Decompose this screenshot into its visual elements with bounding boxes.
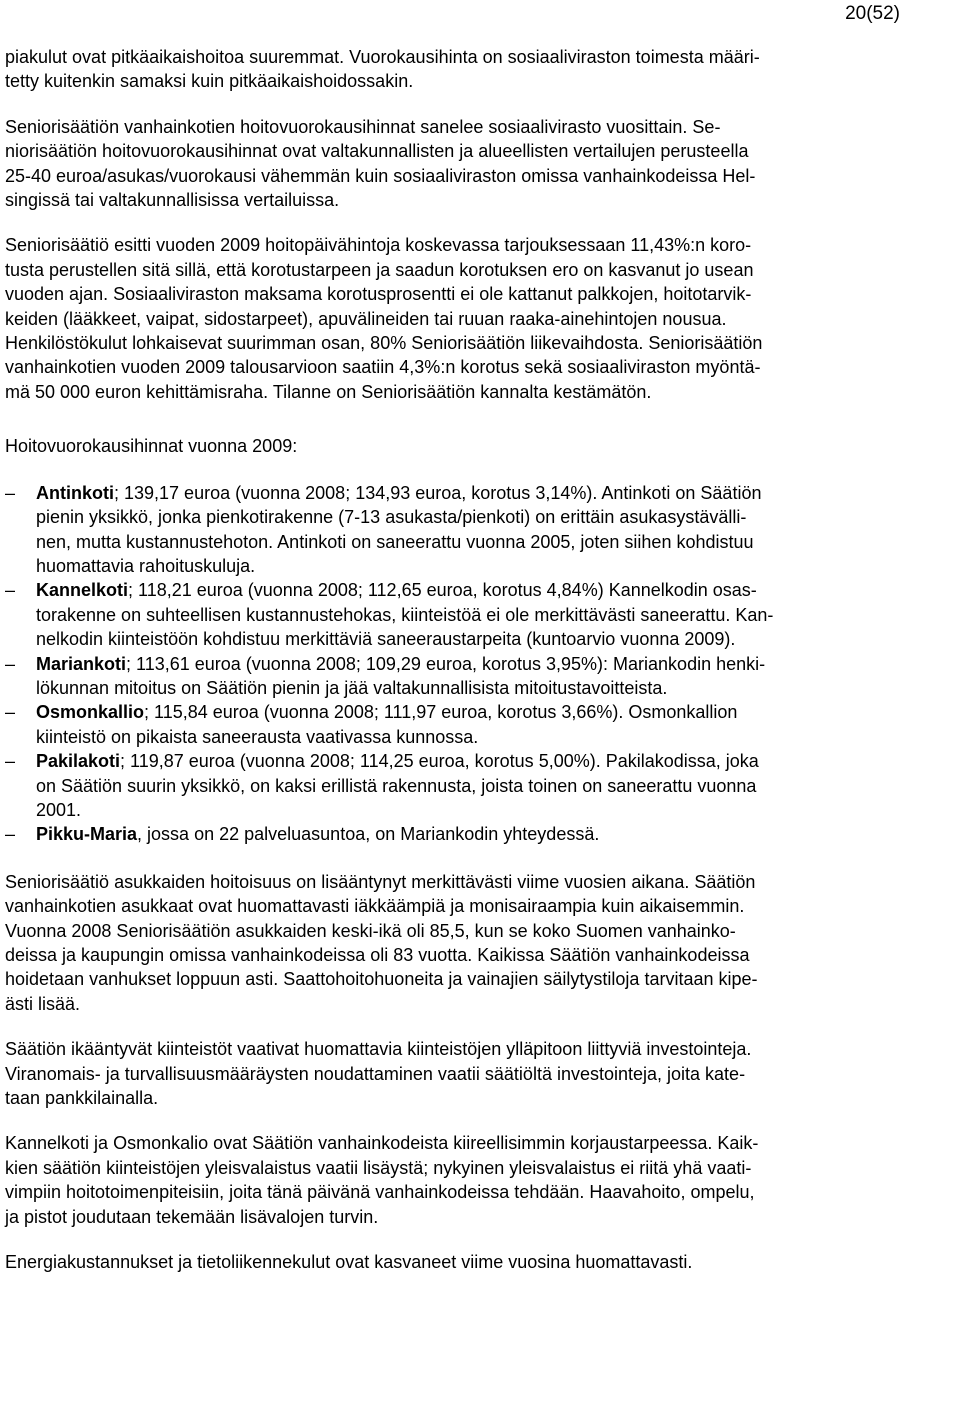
text-line: Seniorisäätiö esitti vuoden 2009 hoitopäivähintoja koskevassa tarjouksessaan 11,43%:n koro-	[5, 235, 752, 256]
text-line: Viranomais- ja turvallisuusmääräysten noudattaminen vaatii säätiöltä investointeja, joita kate-	[5, 1063, 746, 1084]
item-text: ; 118,21 euroa (vuonna 2008; 112,65 euroa, korotus 4,84%) Kannelkodin osas-	[128, 580, 757, 601]
home-name: Osmonkallio	[36, 702, 145, 723]
text-line: mä 50 000 euron kehittämisraha. Tilanne on Seniorisäätiön kannalta kestämätön.	[5, 381, 652, 402]
paragraph	[5, 1131, 945, 1229]
text-line: 2001.	[36, 799, 82, 820]
text-line	[36, 652, 945, 676]
text-line: 25-40 euroa/asukas/vuorokausi vähemmän kuin sosiaaliviraston omissa vanhainkodeissa Hel-	[5, 165, 756, 186]
text-line: kiinteistö on pikaista saneerausta vaativassa kunnossa.	[36, 726, 479, 747]
text-line: ästi lisää.	[5, 993, 81, 1014]
text-line: ja pistot joudutaan tekemään lisävalojen turvin.	[5, 1206, 379, 1227]
text-line: nen, mutta kustannustehoton. Antinkoti on saneerattu vuonna 2005, joten siihen kohdistuu	[36, 531, 754, 552]
text-line: tetty kuitenkin samaksi kuin pitkäaikaishoidossakin.	[5, 71, 414, 92]
home-name: Pakilakoti	[36, 751, 121, 772]
text-line: singissä tai valtakunnallisissa vertailuissa.	[5, 190, 340, 211]
text-line: vanhainkotien asukkaat ovat huomattavasti iäkkäämpiä ja monisairaampia kuin aikaisemmin.	[5, 896, 745, 917]
text-line: vimpiin hoitotoimenpiteisiin, joita tänä päivänä vanhainkodeissa tehdään. Haavahoito, ompelu,	[5, 1182, 755, 1203]
text-line: taan pankkilainalla.	[5, 1088, 159, 1109]
paragraph	[5, 115, 945, 213]
text-line: vanhainkotien vuoden 2009 talousarvioon saatiin 4,3%:n korotus sekä sosiaaliviraston myöntä-	[5, 357, 761, 378]
list-item-pikku-maria	[5, 822, 945, 846]
text-line: Kannelkoti ja Osmonkalio ovat Säätiön vanhainkodeista kiireellisimmin korjaustarpeessa. Kaik-	[5, 1133, 759, 1154]
price-list	[5, 481, 945, 847]
dash-bullet-icon: –	[5, 482, 16, 503]
item-text: , jossa on 22 palveluasuntoa, on Mariankodin yhteydessä.	[137, 824, 600, 845]
text-line	[36, 700, 945, 724]
text-line: Henkilöstökulut lohkaisevat suurimman osan, 80% Seniorisäätiön liikevaihdosta. Seniorisäätiön	[5, 333, 763, 354]
text-line: tusta perustellen sitä sillä, että korotustarpeen ja saadun korotuksen ero on kasvanut jo usean	[5, 259, 754, 280]
home-name: Pikku-Maria	[36, 824, 138, 845]
paragraph	[5, 45, 945, 94]
text-line: deissa ja kaupungin omissa vanhainkodeissa oli 83 vuotta. Kaikissa Säätiön vanhainkodeissa	[5, 945, 750, 965]
list-item-pakilakoti	[5, 749, 945, 822]
text-line: on Säätiön suurin yksikkö, on kaksi erillistä rakennusta, joista toinen on saneerattu vuonna	[36, 775, 757, 796]
list-item-kannelkoti	[5, 578, 945, 651]
paragraph	[5, 1037, 945, 1110]
text-line: Säätiön ikääntyvät kiinteistöt vaativat huomattavia kiinteistöjen ylläpitoon liittyviä investointeja.	[5, 1039, 752, 1060]
page-number: 20(52)	[845, 3, 900, 24]
text-line: keiden (lääkkeet, vaipat, sidostarpeet), apuvälineiden tai ruuan raaka-ainehintojen nousua.	[5, 308, 727, 329]
list-item-mariankoti	[5, 652, 945, 701]
text-line	[36, 578, 945, 602]
document-body	[5, 45, 945, 1295]
text-line: Seniorisäätiö asukkaiden hoitoisuus on lisääntynyt merkittävästi viime vuosien aikana. Säätiön	[5, 871, 756, 892]
item-text: ; 139,17 euroa (vuonna 2008; 134,93 euroa, korotus 3,14%). Antinkoti on Säätiön	[114, 482, 762, 503]
text-line: pienin yksikkö, jonka pienkotirakenne (7-13 asukasta/pienkoti) on erittäin asukasystävälli-	[36, 507, 747, 528]
text-line: kien säätiön kiinteistöjen yleisvalaistus vaatii lisäystä; nykyinen yleisvalaistus ei riitä yhä vaati-	[5, 1157, 752, 1178]
item-text: ; 115,84 euroa (vuonna 2008; 111,97 euroa, korotus 3,66%). Osmonkallion	[144, 702, 738, 723]
text-line: nelkodin kiinteistöön kohdistuu merkittäviä saneeraustarpeita (kuntoarvio vuonna 2009).	[36, 629, 736, 650]
dash-bullet-icon: –	[5, 702, 16, 723]
home-name: Antinkoti	[36, 482, 114, 503]
list-item-osmonkallio	[5, 700, 945, 749]
dash-bullet-icon: –	[5, 580, 16, 601]
paragraph	[5, 870, 945, 1016]
item-text: ; 119,87 euroa (vuonna 2008; 114,25 euroa, korotus 5,00%). Pakilakodissa, joka	[120, 751, 759, 772]
home-name: Mariankoti	[36, 653, 127, 674]
list-heading: Hoitovuorokausihinnat vuonna 2009:	[5, 436, 298, 457]
text-line: Vuonna 2008 Seniorisäätiön asukkaiden keski-ikä oli 85,5, kun se koko Suomen vanhainko-	[5, 920, 736, 941]
text-line	[36, 749, 945, 773]
text-line: hoidetaan vanhukset loppuun asti. Saattohoitohuoneita ja vainajien säilytystiloja tarvitaan kipe-	[5, 969, 758, 990]
paragraph	[5, 1250, 945, 1274]
text-line: piakulut ovat pitkäaikaishoitoa suuremmat. Vuorokausihinta on sosiaaliviraston toimesta määri-	[5, 47, 760, 67]
text-line	[36, 481, 945, 505]
list-item-antinkoti	[5, 481, 945, 579]
dash-bullet-icon: –	[5, 751, 16, 772]
text-line: Energiakustannukset ja tietoliikennekulut ovat kasvaneet viime vuosina huomattavasti.	[5, 1252, 693, 1273]
dash-bullet-icon: –	[5, 824, 16, 845]
dash-bullet-icon: –	[5, 653, 16, 674]
item-text: ; 113,61 euroa (vuonna 2008; 109,29 euroa, korotus 3,95%): Mariankodin henki-	[126, 653, 766, 674]
text-line: lökunnan mitoitus on Säätiön pienin ja jää valtakunnallisista mitoitustavoitteista.	[36, 677, 668, 698]
text-line: vuoden ajan. Sosiaaliviraston maksama korotusprosentti ei ole kattanut palkkojen, hoitotarvik-	[5, 284, 752, 305]
text-line: niorisäätiön hoitovuorokausihinnat ovat valtakunnallisten ja alueellisten vertailujen perusteella	[5, 141, 749, 162]
text-line: torakenne on suhteellisen kustannustehokas, kiinteistöä ei ole merkittävästi saneerattu. Kan-	[36, 604, 774, 625]
text-line: Seniorisäätiön vanhainkotien hoitovuorokausihinnat sanelee sosiaalivirasto vuosittain. Se-	[5, 116, 721, 137]
paragraph	[5, 233, 945, 404]
text-line	[36, 822, 945, 846]
text-line: huomattavia rahoituskuluja.	[36, 555, 256, 576]
home-name: Kannelkoti	[36, 580, 129, 601]
